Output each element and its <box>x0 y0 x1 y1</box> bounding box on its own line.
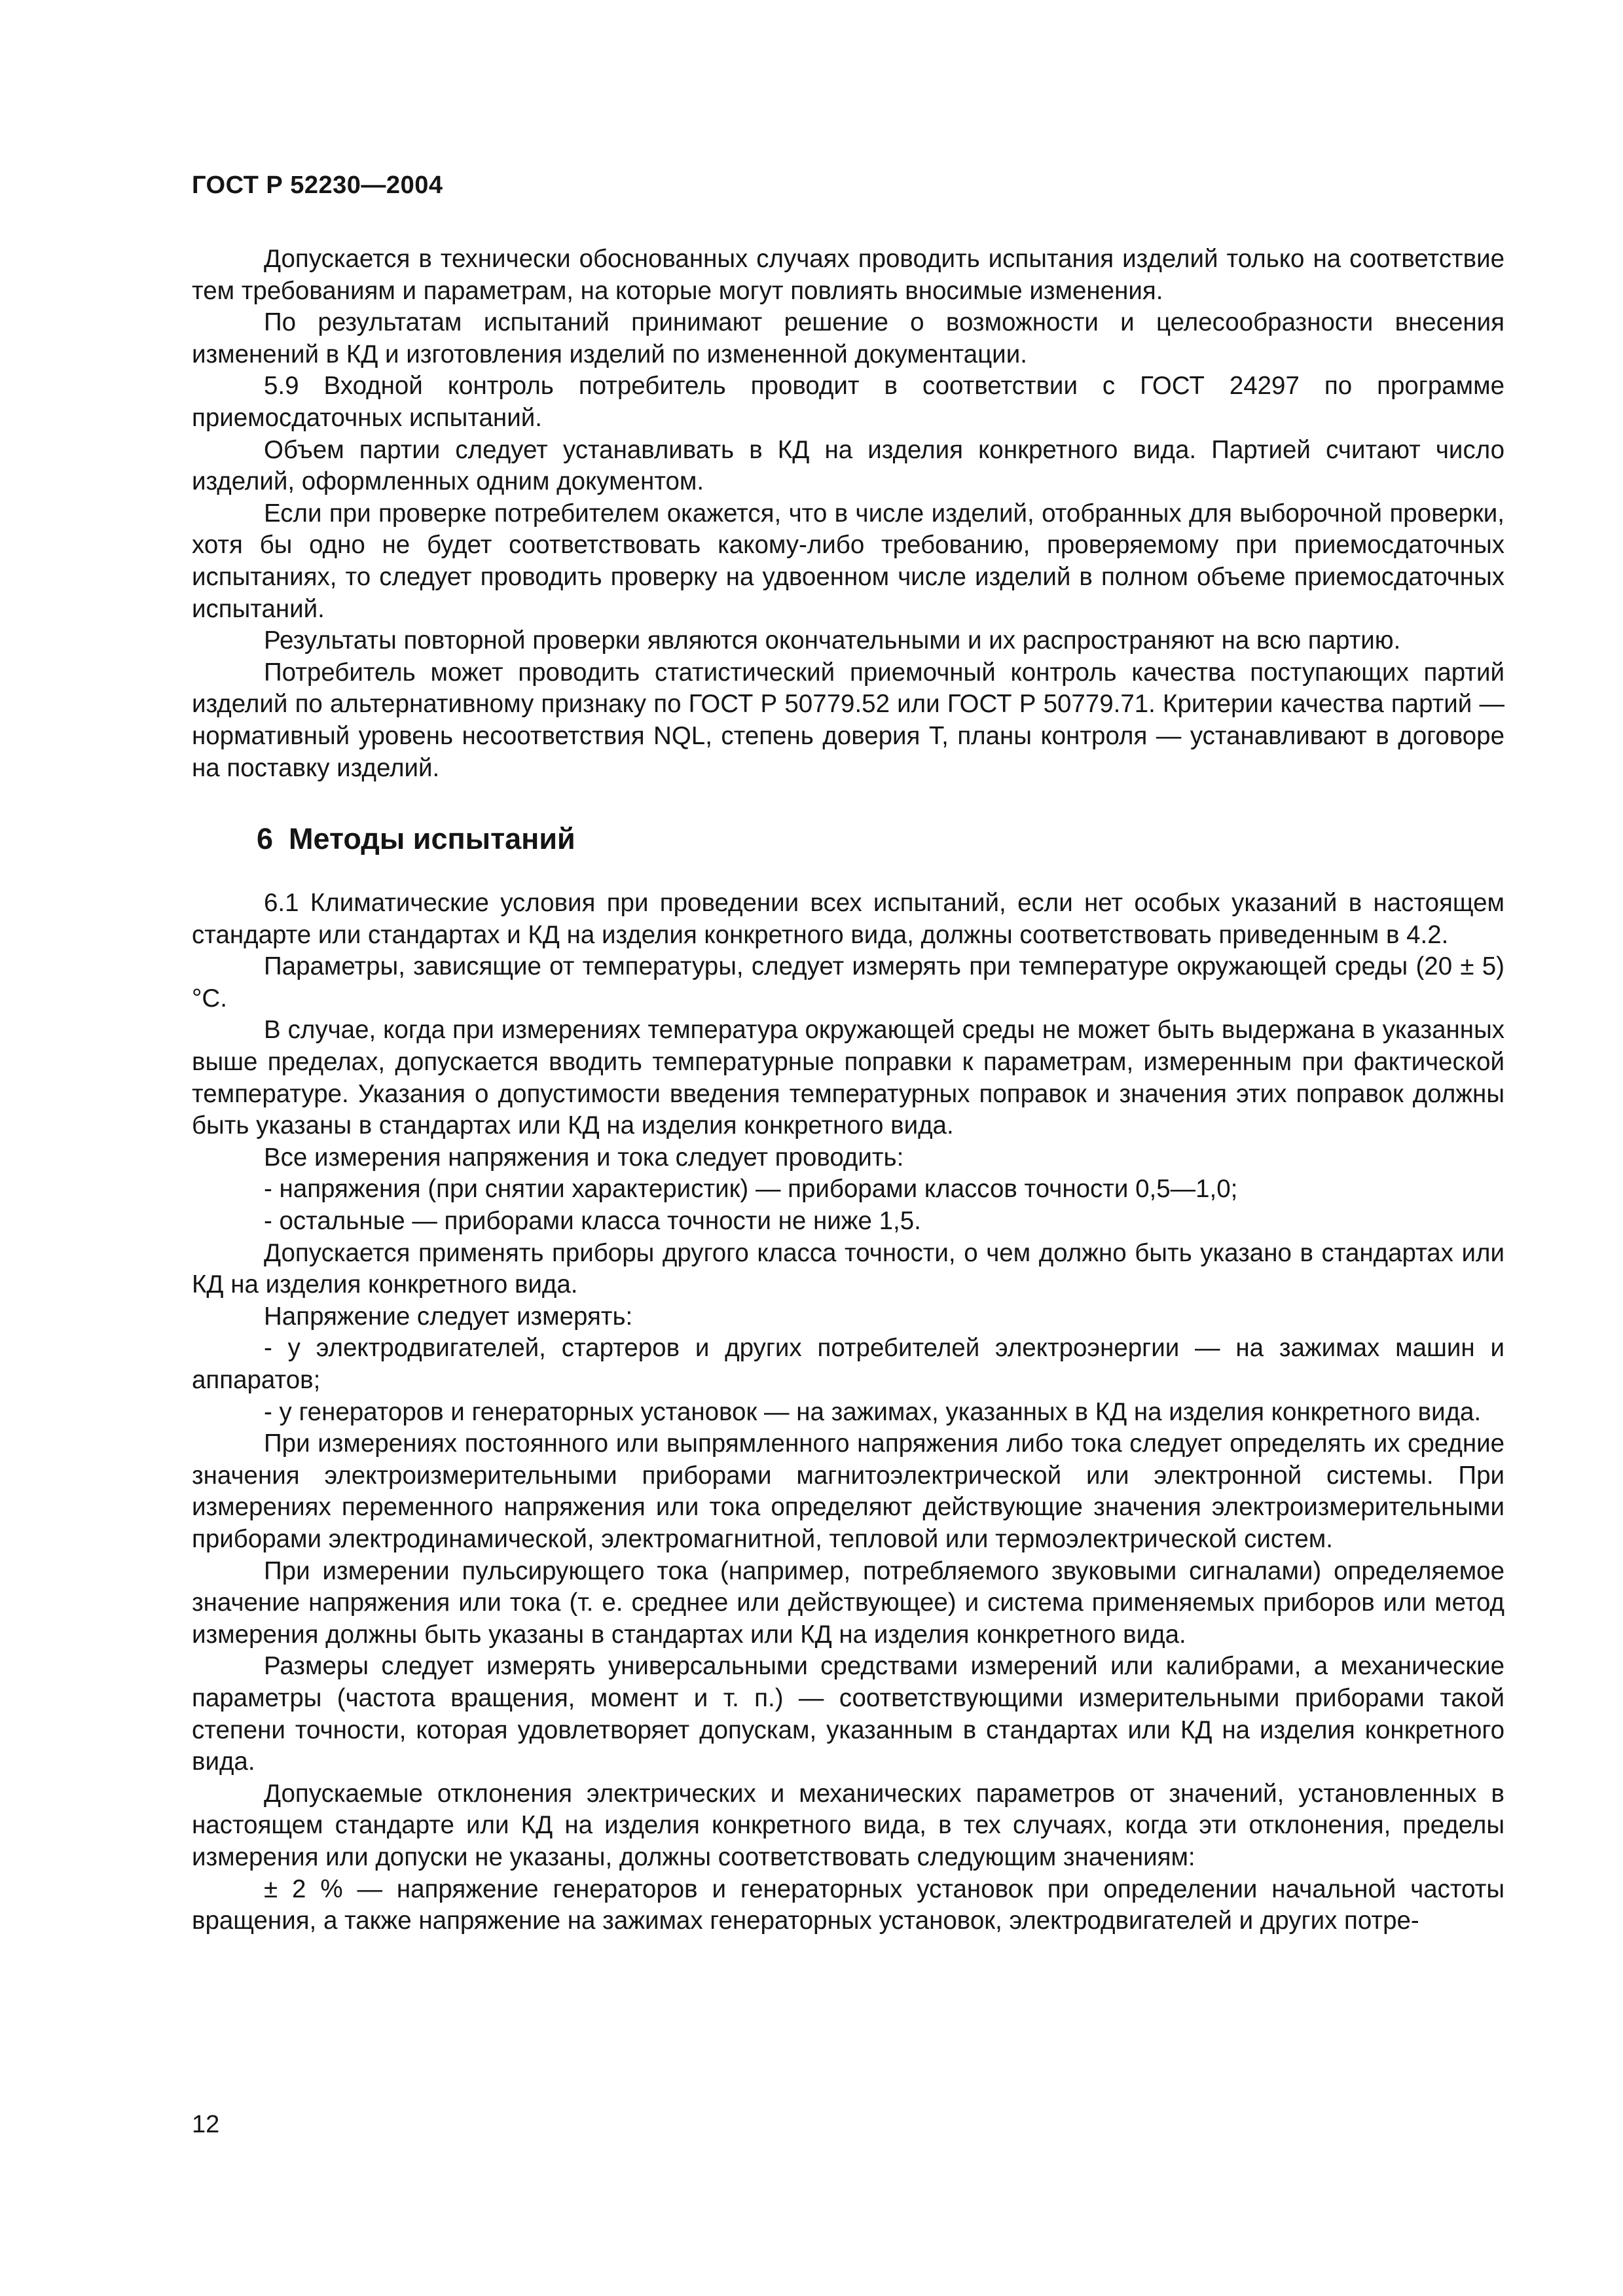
section-title: Методы испытаний <box>289 822 575 856</box>
list-item: - напряжения (при снятии характеристик) — приборами классов точности 0,5—1,0; <box>264 1175 1238 1204</box>
body-paragraph: Допускается применять приборы другого класса точности, о чем должно быть указано в стандартах или КД на изделия конкретного вида. <box>192 1238 1504 1299</box>
body-paragraph: Все измерения напряжения и тока следует проводить: <box>264 1143 904 1172</box>
list-item: - у электродвигателей, стартеров и других потребителей электроэнергии — на зажимах машин и аппаратов; <box>192 1334 1504 1394</box>
body-paragraph: Допускаемые отклонения электрических и механических параметров от значений, установленных в настоящем стандарте или КД на изделия конкретного вида, в тех случаях, когда эти отклонения, пределы измерения или допуски не указаны, должны соответствовать следующим значениям: <box>192 1779 1504 1871</box>
document-body <box>192 243 1504 1937</box>
list-item: - остальные — приборами класса точности не ниже 1,5. <box>264 1207 921 1236</box>
body-paragraph: По результатам испытаний принимают решение о возможности и целесообразности внесения изменений в КД и изготовления изделий по измененной документации. <box>192 308 1504 368</box>
body-paragraph: Напряжение следует измерять: <box>264 1302 633 1331</box>
body-paragraph: Потребитель может проводить статистический приемочный контроль качества поступающих партий изделий по альтернативному признаку по ГОСТ Р 50779.52 или ГОСТ Р 50779.71. Критерии качества партий — нормативный уровень несоответствия NQL, степень доверия T, планы контроля — устанавливают в договоре на поставку изделий. <box>192 658 1504 782</box>
body-paragraph: Результаты повторной проверки являются окончательными и их распространяют на всю партию. <box>264 626 1401 655</box>
body-paragraph: Объем партии следует устанавливать в КД на изделия конкретного вида. Партией считают число изделий, оформленных одним документом. <box>192 435 1504 496</box>
body-paragraph: Параметры, зависящие от температуры, следует измерять при температуре окружающей среды (20 ± 5) °С. <box>192 952 1504 1013</box>
body-paragraph: При измерениях постоянного или выпрямленного напряжения либо тока следует определять их средние значения электроизмерительными приборами магнитоэлектрической или электронной системы. При измерениях переменного напряжения или тока определяют действующие значения электроизмерительными приборами электродинамической, электромагнитной, тепловой или термоэлектрической систем. <box>192 1429 1504 1553</box>
body-paragraph: При измерении пульсирующего тока (например, потребляемого звуковыми сигналами) определяемое значение напряжения или тока (т. е. среднее или действующее) и система применяемых приборов или метод измерения должны быть указаны в стандартах или КД на изделия конкретного вида. <box>192 1556 1504 1649</box>
body-paragraph: ± 2 % — напряжение генераторов и генераторных установок при определении начальной частоты вращения, а также напряжение на зажимах генераторных установок, электродвигателей и других потре- <box>192 1874 1504 1935</box>
document-header-id: ГОСТ Р 52230—2004 <box>192 171 443 199</box>
body-paragraph: Размеры следует измерять универсальными средствами измерений или калибрами, а механические параметры (частота вращения, момент и т. п.) — соответствующими измерительными приборами такой степени точности, которая удовлетворяет допускам, указанным в стандартах или КД на изделия конкретного вида. <box>192 1652 1504 1776</box>
page-number: 12 <box>192 2111 220 2138</box>
clause-paragraph-5-9: 5.9 Входной контроль потребитель проводит в соответствии с ГОСТ 24297 по программе приемосдаточных испытаний. <box>192 372 1504 432</box>
body-paragraph: В случае, когда при измерениях температура окружающей среды не может быть выдержана в указанных выше пределах, допускается вводить температурные поправки к параметрам, измеренным при фактической температуре. Указания о допустимости введения температурных поправок и значения этих поправок должны быть указаны в стандартах или КД на изделия конкретного вида. <box>192 1016 1504 1140</box>
clause-paragraph-6-1: 6.1 Климатические условия при проведении всех испытаний, если нет особых указаний в настоящем стандарте или стандартах и КД на изделия конкретного вида, должны соответствовать приведенным в 4.2. <box>192 889 1504 949</box>
section-number: 6 <box>257 822 274 856</box>
body-paragraph: Допускается в технически обоснованных случаях проводить испытания изделий только на соответствие тем требованиям и параметрам, на которые могут повлиять вносимые изменения. <box>192 245 1504 305</box>
list-item: - у генераторов и генераторных установок — на зажимах, указанных в КД на изделия конкретного вида. <box>264 1397 1482 1426</box>
section-heading <box>192 821 1504 857</box>
body-paragraph: Если при проверке потребителем окажется, что в числе изделий, отобранных для выборочной проверки, хотя бы одно не будет соответствовать какому-либо требованию, проверяемому при приемосдаточных испытаниях, то следует проводить проверку на удвоенном числе изделий в полном объеме приемосдаточных испытаний. <box>192 499 1504 623</box>
